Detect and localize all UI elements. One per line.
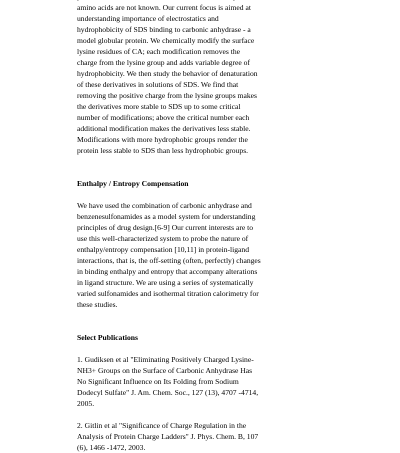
publication-item-1: 1. Gudiksen et al "Eliminating Positively Charged Lysine- NH3+ Groups on the Surface of Carbonic Anhydrase Has No Significant Influence on Its Folding from Sodium Dodecyl Sulfate" J. Am. Chem. Soc., 127 (13), 4707 -4714, 2005. [77,355,259,408]
spacer [77,156,327,178]
enthalpy-section-heading: Enthalpy / Entropy Compensation [77,179,189,188]
publication-item-2: 2. Gitlin et al "Significance of Charge Regulation in the Analysis of Protein Charge Ladders" J. Phys. Chem. B, 107 (6), 1466 -1472, 2003. [77,421,259,452]
spacer [77,343,327,354]
spacer [77,409,327,420]
spacer [77,189,327,200]
publications-heading: Select Publications [77,333,138,342]
enthalpy-section-body: We have used the combination of carbonic anhydrase and benzenesulfonamides as a model system for understanding principles of drug design.[6-9] Our current interests are to use this well-characterized system to probe the nature of enthalpy/entropy compensation [10,11] in protein-ligand interactions, that is, the off-setting (often, perfectly) changes in binding enthalpy and entropy that accompany alterations in ligand structure. We are using a series of systematically varied sulfonamides and isothermal titration calorimetry for these studies. [77,201,261,309]
spacer [77,310,327,332]
intro-paragraph: amino acids are not known. Our current focus is aimed at understanding importance of electrostatics and hydrophobicity of SDS binding to carbonic anhydrase - a model globular protein. We chemically modify the surface lysine residues of CA; each modification removes the charge from the lysine group and adds variable degree of hydrophobicity. We then study the behavior of denaturation of these derivatives in solutions of SDS. We find that removing the positive charge from the lysine groups makes the derivatives more stable to SDS up to some critical number of modifications; above the critical number each additional modification makes the derivatives less stable. Modifications with more hydrophobic groups render the protein less stable to SDS than less hydrophobic groups. [77,3,258,155]
document-page [77,0,327,453]
